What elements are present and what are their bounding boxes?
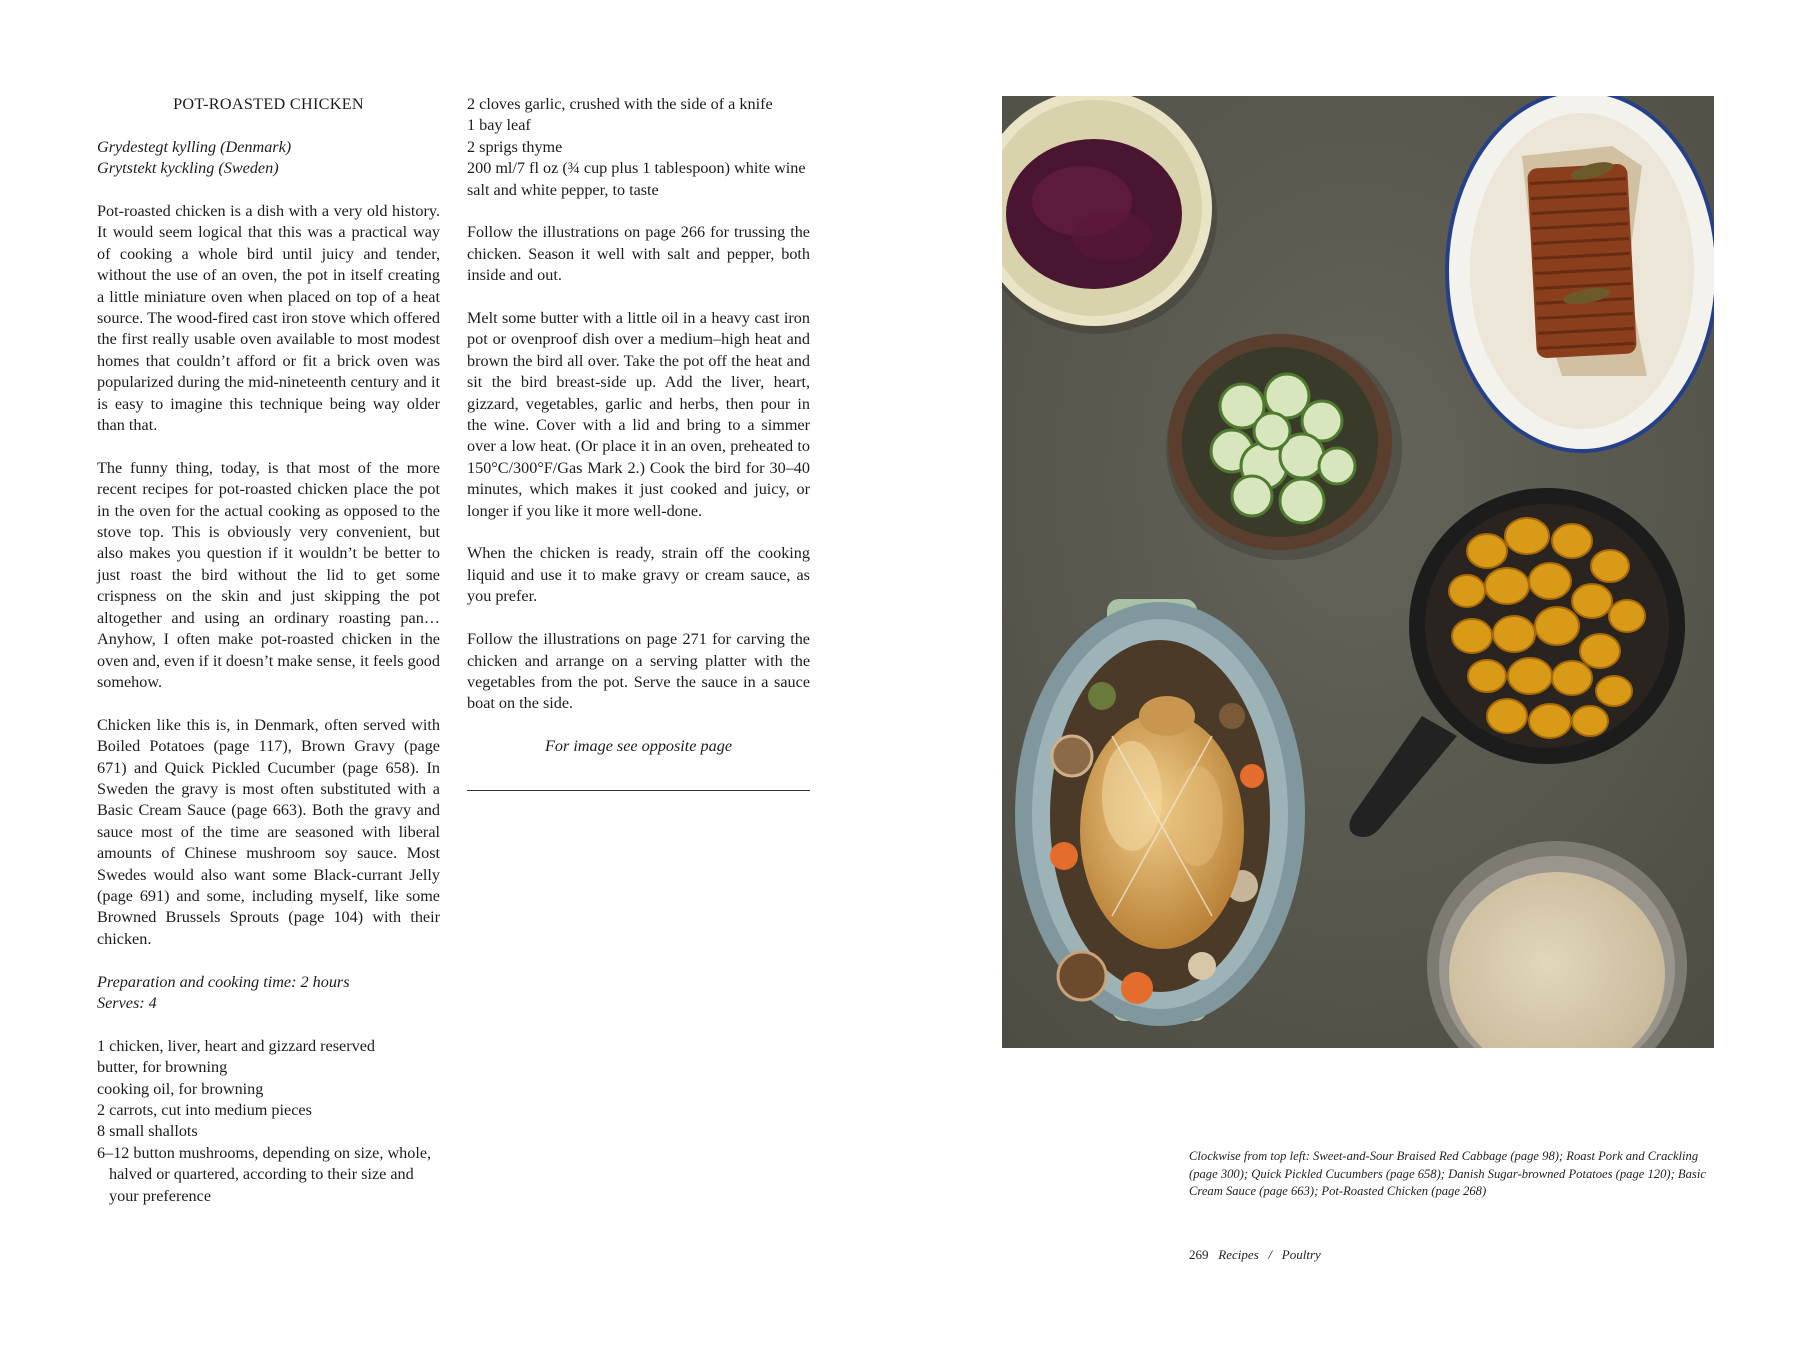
recipe-meta [97,972,440,1015]
ingredient: 2 cloves garlic, crushed with the side of a knife [467,95,773,113]
photo-caption: Clockwise from top left: Sweet-and-Sour Braised Red Cabbage (page 98); Roast Pork and Crackling (page 300); Quick Pickled Cucumbers (page 658); Danish Sugar-browned Potatoes (page 120); Basic Cream Sauce (page 663); Pot-Roasted Chicken (page 268) [1189,1149,1706,1199]
prep-time: Preparation and cooking time: 2 hours [97,972,350,991]
method-step: Melt some butter with a little oil in a heavy cast iron pot or ovenproof dish over a medium–high heat and brown the bird all over. Take the pot off the heat and sit the bird breast-side up. Add the liver, heart, gizzard, vegetables, garlic and herbs, then pour in the wine. Cover with a lid and bring to a simmer over a low heat. (Or place it in an oven, preheated to 150°C/300°F/Gas Mark 2.) Cook the bird for 30–40 minutes, which makes it just cooked and juicy, or longer if you like it more well-done. [467,309,810,520]
ingredient: 1 bay leaf [467,116,531,135]
roast-pork-platter [1447,96,1714,451]
recipe-title: POT-ROASTED CHICKEN [173,95,364,113]
serves: Serves: 4 [97,993,157,1012]
right-text-column [467,94,810,791]
chicken-pot [1015,599,1305,1026]
ingredient: salt and white pepper, to taste [467,180,659,199]
folio-separator: / [1268,1247,1273,1262]
food-photo-illustration [1002,96,1714,1048]
intro-paragraph: The funny thing, today, is that most of the more recent recipes for pot-roasted chicken place the pot in the oven for the actual cooking as opposed to the stove top. This is obviously very convenient, but also makes you question if it wouldn’t be better to just roast the bird without the lid to get some crispness on the skin and just skipping the pot altogether and using an ordinary roasting pan… Anyhow, I often make pot-roasted chicken in the oven and, even if it doesn’t make sense, it feels good somehow. [97,458,440,691]
method-step: When the chicken is ready, strain off the cooking liquid and use it to make gravy or cream sauce, as you prefer. [467,544,810,606]
ingredient: 1 chicken, liver, heart and gizzard reserved [97,1036,375,1055]
left-text-column [97,94,440,1207]
folio-subsection: Poultry [1281,1247,1321,1262]
method-step: Follow the illustrations on page 271 for carving the chicken and arrange on a serving platter with the vegetables from the pot. Serve the sauce in a sauce boat on the side. [467,630,810,713]
intro-paragraph: Pot-roasted chicken is a dish with a very old history. It would seem logical that this was a practical way of cooking a whole bird until juicy and tender, without the use of an oven, the pot in itself creating a little miniature oven when placed on top of a heat source. The wood-fired cast iron stove which offered the first really usable oven available to most modest homes that couldn’t afford or fit a brick oven was popularized during the mid-nineteenth century and it is easy to imagine this technique being way older than that. [97,202,440,435]
ingredient: 6–12 button mushrooms, depending on size, whole, halved or quartered, according to their size and your preference [97,1143,432,1205]
ingredient: 2 sprigs thyme [467,137,563,156]
local-names [97,137,440,180]
method-step: Follow the illustrations on page 266 for trussing the chicken. Season it well with salt and pepper, both inside and out. [467,223,810,285]
ingredient-list-continued [467,94,810,201]
ingredient: cooking oil, for browning [97,1079,264,1098]
intro-paragraph: Chicken like this is, in Denmark, often served with Boiled Potatoes (page 117), Brown Gravy (page 671) and Quick Pickled Cucumber (page 658). In Sweden the gravy is most often substituted with a Basic Cream Sauce (page 663). Both the gravy and sauce most of the time are seasoned with liberal amounts of Chinese mushroom soy sauce. Most Swedes would also want some Black-currant Jelly (page 691) and some, including myself, like some Browned Brussels Sprouts (page 104) with their chicken. [97,715,440,948]
end-rule [467,790,810,791]
ingredient: 2 carrots, cut into medium pieces [97,1101,312,1119]
ingredient: butter, for browning [97,1058,228,1077]
ingredient: 8 small shallots [97,1122,198,1141]
page-folio [1189,1247,1321,1263]
ingredient-list [97,1036,440,1207]
food-photo [1002,96,1714,1048]
folio-section: Recipes [1218,1247,1259,1262]
danish-name: Grydestegt kylling (Denmark) [97,137,292,156]
swedish-name: Grytstekt kyckling (Sweden) [97,159,279,178]
ingredient: 200 ml/7 fl oz (¾ cup plus 1 tablespoon) white wine [467,159,806,178]
page-number: 269 [1189,1247,1209,1262]
see-image-note: For image see opposite page [544,737,733,756]
